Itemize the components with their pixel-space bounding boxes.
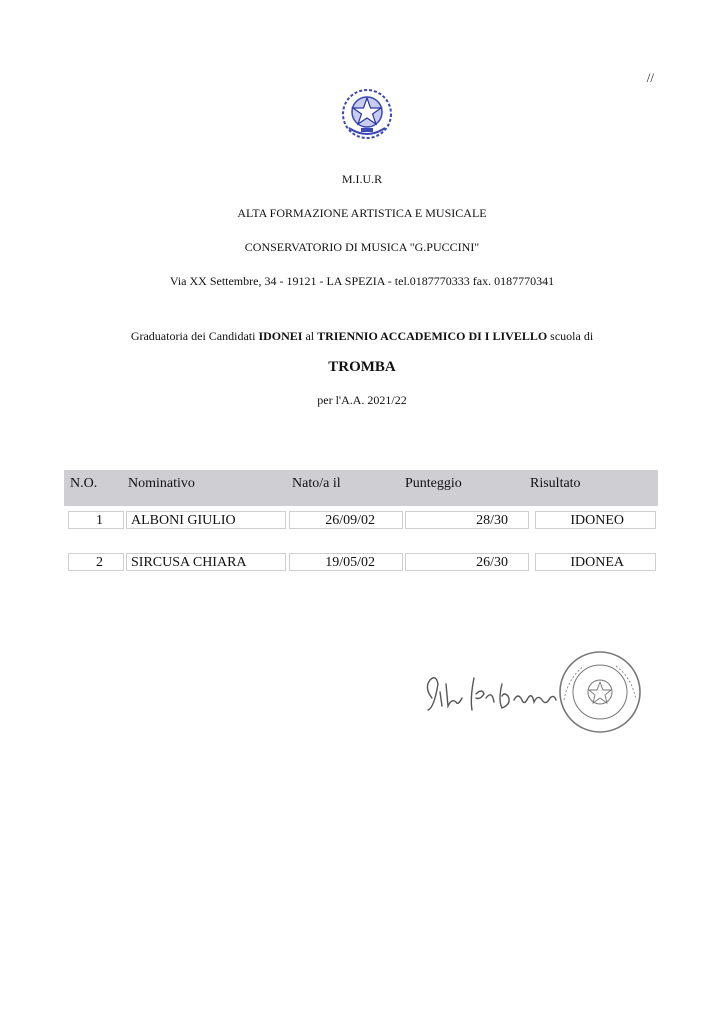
corner-mark: // xyxy=(646,70,654,85)
col-header-number: N.O. xyxy=(70,476,98,491)
subtitle-part2: al xyxy=(302,329,318,343)
conservatory-line: CONSERVATORIO DI MUSICA "G.PUCCINI" xyxy=(244,240,480,254)
signature-stamp-image xyxy=(418,648,654,744)
col-header-result: Risultato xyxy=(530,476,581,491)
italian-republic-emblem-icon xyxy=(341,88,393,140)
row-number: 2 xyxy=(68,553,124,571)
table-row xyxy=(68,511,656,531)
col-header-born: Nato/a il xyxy=(292,476,341,491)
table-row xyxy=(68,553,656,573)
handwritten-signature xyxy=(427,678,556,710)
row-result: IDONEA xyxy=(535,553,656,571)
instrument-title: TROMBA xyxy=(328,359,396,375)
col-header-name: Nominativo xyxy=(128,476,195,491)
subtitle-part1: Graduatoria dei Candidati xyxy=(130,329,259,343)
row-score: 26/30 xyxy=(405,553,529,571)
subtitle-part3: scuola di xyxy=(547,329,594,343)
row-score: 28/30 xyxy=(405,511,529,529)
row-born: 19/05/02 xyxy=(289,553,403,571)
address-line: Via XX Settembre, 34 - 19121 - LA SPEZIA - tel.0187770333 fax. 0187770341 xyxy=(169,274,555,288)
row-number: 1 xyxy=(68,511,124,529)
col-header-score: Punteggio xyxy=(405,476,462,491)
subtitle xyxy=(0,329,724,344)
table-header xyxy=(64,470,658,506)
conservatory-stamp xyxy=(560,652,640,732)
subtitle-bold2: TRIENNIO ACCADEMICO DI I LIVELLO xyxy=(317,329,548,343)
subtitle-bold1: IDONEI xyxy=(258,329,303,343)
academic-year: per l'A.A. 2021/22 xyxy=(317,393,407,407)
row-born: 26/09/02 xyxy=(289,511,403,529)
row-name: ALBONI GIULIO xyxy=(126,511,286,529)
afam-line: ALTA FORMAZIONE ARTISTICA E MUSICALE xyxy=(237,206,487,220)
row-result: IDONEO xyxy=(535,511,656,529)
ministry-line: M.I.U.R xyxy=(341,172,383,186)
row-name: SIRCUSA CHIARA xyxy=(126,553,286,571)
